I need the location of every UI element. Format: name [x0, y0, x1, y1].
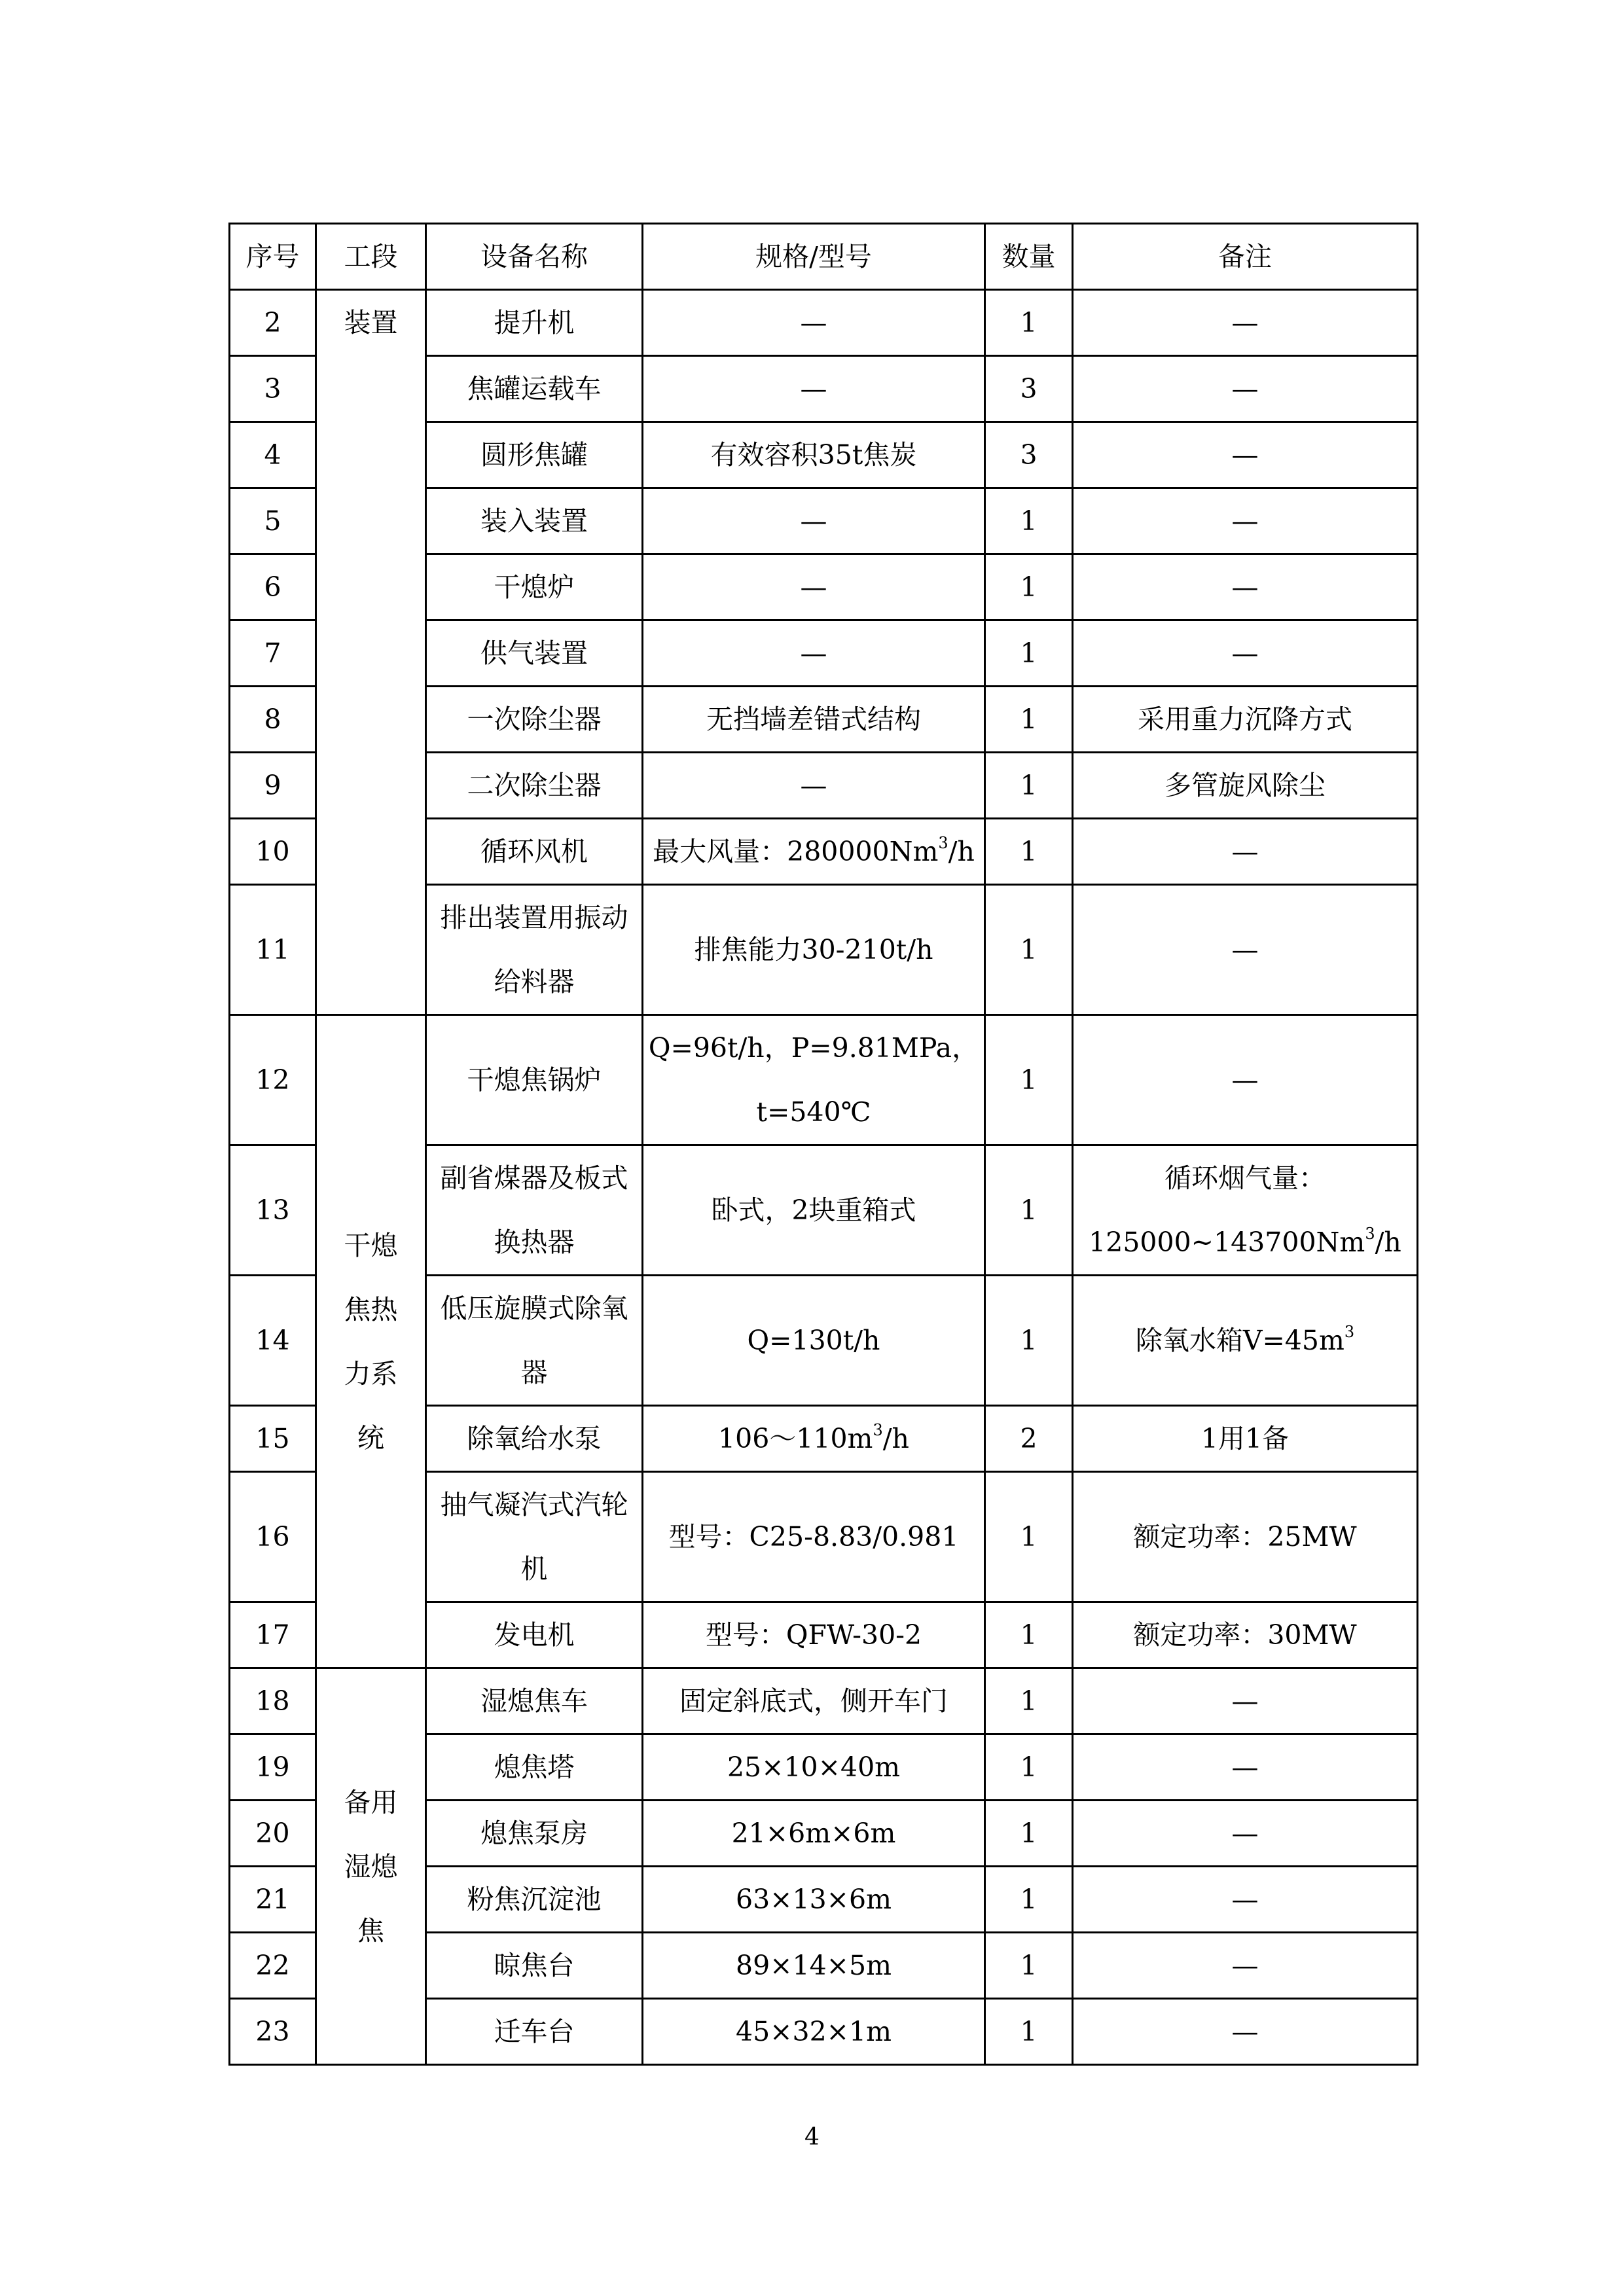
equipment-spec: — — [643, 488, 985, 554]
table-header-row — [230, 224, 1418, 290]
equipment-name: 供气装置 — [426, 620, 643, 687]
header-cell-section: 工段 — [316, 224, 426, 290]
spec-text-suffix: /h — [882, 1423, 909, 1454]
section-cell — [316, 1015, 426, 1668]
equipment-spec: 63×13×6m — [643, 1867, 985, 1933]
equipment-note: — — [1073, 1015, 1418, 1145]
equipment-note: — — [1073, 1801, 1418, 1867]
equipment-qty: 1 — [985, 488, 1073, 554]
equipment-spec: 卧式，2块重箱式 — [643, 1145, 985, 1276]
section-cell — [316, 290, 426, 1015]
name-line-1: 抽气凝汽式汽轮 — [440, 1489, 628, 1520]
equipment-note: — — [1073, 620, 1418, 687]
superscript: 3 — [873, 1421, 883, 1440]
equipment-spec: 固定斜底式，侧开车门 — [643, 1668, 985, 1734]
name-line-1: 排出装置用振动 — [440, 902, 628, 933]
equipment-spec: — — [643, 290, 985, 356]
row-number: 17 — [230, 1602, 316, 1668]
equipment-note — [1073, 1276, 1418, 1406]
equipment-qty: 1 — [985, 1276, 1073, 1406]
superscript: 3 — [1365, 1225, 1375, 1244]
equipment-qty: 1 — [985, 819, 1073, 885]
equipment-table — [228, 223, 1418, 2066]
superscript: 3 — [938, 834, 948, 853]
name-line-2: 机 — [520, 1553, 548, 1585]
equipment-name: 迁车台 — [426, 1999, 643, 2065]
equipment-qty: 1 — [985, 290, 1073, 356]
table-row — [230, 1668, 1418, 1734]
equipment-qty: 1 — [985, 1668, 1073, 1734]
row-number: 14 — [230, 1276, 316, 1406]
section-label: 干熄焦热力系统 — [344, 1229, 398, 1454]
name-line-1: 低压旋膜式除氧 — [440, 1293, 628, 1324]
equipment-name: 除氧给水泵 — [426, 1406, 643, 1472]
equipment-note — [1073, 1145, 1418, 1276]
equipment-spec: 25×10×40m — [643, 1734, 985, 1801]
equipment-spec: — — [643, 620, 985, 687]
header-cell-qty: 数量 — [985, 224, 1073, 290]
equipment-spec: 型号：C25-8.83/0.981 — [643, 1472, 985, 1602]
row-number: 12 — [230, 1015, 316, 1145]
row-number: 4 — [230, 422, 316, 488]
equipment-name: 装入装置 — [426, 488, 643, 554]
equipment-name — [426, 1145, 643, 1276]
row-number: 13 — [230, 1145, 316, 1276]
note-text: 除氧水箱V=45m — [1135, 1325, 1344, 1356]
note-text-suffix: /h — [1375, 1227, 1401, 1258]
equipment-name: 圆形焦罐 — [426, 422, 643, 488]
equipment-qty: 1 — [985, 1602, 1073, 1668]
equipment-name: 干熄焦锅炉 — [426, 1015, 643, 1145]
spec-line-1: Q=96t/h，P=9.81MPa， — [648, 1032, 979, 1064]
table-row — [230, 1015, 1418, 1145]
row-number: 18 — [230, 1668, 316, 1734]
equipment-qty: 1 — [985, 1933, 1073, 1999]
name-line-1: 副省煤器及板式 — [440, 1162, 628, 1194]
equipment-name: 湿熄焦车 — [426, 1668, 643, 1734]
spec-line-2: t=540℃ — [756, 1096, 871, 1128]
section-label: 装置 — [344, 307, 398, 338]
header-cell-name: 设备名称 — [426, 224, 643, 290]
spec-text: 106～110m — [718, 1423, 873, 1454]
equipment-spec: 型号：QFW-30-2 — [643, 1602, 985, 1668]
page-number: 4 — [804, 2124, 820, 2151]
row-number: 23 — [230, 1999, 316, 2065]
equipment-qty: 1 — [985, 620, 1073, 687]
equipment-qty: 1 — [985, 1145, 1073, 1276]
equipment-name — [426, 885, 643, 1015]
equipment-name: 二次除尘器 — [426, 753, 643, 819]
equipment-note: — — [1073, 819, 1418, 885]
note-text: 125000~143700Nm — [1089, 1227, 1365, 1258]
equipment-name: 发电机 — [426, 1602, 643, 1668]
equipment-qty: 1 — [985, 1734, 1073, 1801]
equipment-note: — — [1073, 488, 1418, 554]
row-number: 8 — [230, 687, 316, 753]
row-number: 16 — [230, 1472, 316, 1602]
equipment-spec: 45×32×1m — [643, 1999, 985, 2065]
note-line-2 — [1077, 1210, 1413, 1274]
equipment-name: 一次除尘器 — [426, 687, 643, 753]
superscript: 3 — [1344, 1323, 1355, 1342]
row-number: 20 — [230, 1801, 316, 1867]
spec-text-suffix: /h — [948, 836, 975, 867]
row-number: 11 — [230, 885, 316, 1015]
equipment-name: 干熄炉 — [426, 554, 643, 620]
equipment-name: 熄焦泵房 — [426, 1801, 643, 1867]
equipment-note: — — [1073, 356, 1418, 422]
equipment-name: 循环风机 — [426, 819, 643, 885]
row-number: 5 — [230, 488, 316, 554]
equipment-qty: 3 — [985, 422, 1073, 488]
equipment-note: — — [1073, 1734, 1418, 1801]
spec-text: 最大风量：280000Nm — [653, 836, 939, 867]
equipment-name: 晾焦台 — [426, 1933, 643, 1999]
equipment-note: 额定功率：30MW — [1073, 1602, 1418, 1668]
equipment-qty: 1 — [985, 1801, 1073, 1867]
note-line-1: 循环烟气量： — [1164, 1162, 1326, 1194]
equipment-spec: 无挡墙差错式结构 — [643, 687, 985, 753]
equipment-note: — — [1073, 290, 1418, 356]
equipment-qty: 1 — [985, 1472, 1073, 1602]
equipment-note: — — [1073, 1999, 1418, 2065]
equipment-spec: 有效容积35t焦炭 — [643, 422, 985, 488]
equipment-spec: 排焦能力30-210t/h — [643, 885, 985, 1015]
section-cell — [316, 1668, 426, 2065]
row-number: 10 — [230, 819, 316, 885]
equipment-qty: 1 — [985, 1999, 1073, 2065]
equipment-note: 1用1备 — [1073, 1406, 1418, 1472]
name-line-2: 换热器 — [494, 1227, 575, 1258]
equipment-qty: 1 — [985, 885, 1073, 1015]
row-number: 6 — [230, 554, 316, 620]
header-cell-no: 序号 — [230, 224, 316, 290]
equipment-qty: 1 — [985, 1015, 1073, 1145]
equipment-note: — — [1073, 1933, 1418, 1999]
equipment-spec — [643, 1406, 985, 1472]
equipment-name — [426, 1276, 643, 1406]
row-number: 22 — [230, 1933, 316, 1999]
equipment-name: 粉焦沉淀池 — [426, 1867, 643, 1933]
row-number: 15 — [230, 1406, 316, 1472]
row-number: 2 — [230, 290, 316, 356]
equipment-qty: 2 — [985, 1406, 1073, 1472]
name-line-2: 器 — [520, 1357, 548, 1388]
equipment-note: — — [1073, 885, 1418, 1015]
equipment-qty: 1 — [985, 687, 1073, 753]
name-line-2: 给料器 — [494, 966, 575, 997]
row-number: 19 — [230, 1734, 316, 1801]
equipment-spec: — — [643, 356, 985, 422]
section-label: 备用湿熄焦 — [344, 1786, 398, 1946]
row-number: 9 — [230, 753, 316, 819]
equipment-note: 额定功率：25MW — [1073, 1472, 1418, 1602]
equipment-note: — — [1073, 554, 1418, 620]
equipment-note: — — [1073, 1668, 1418, 1734]
row-number: 21 — [230, 1867, 316, 1933]
equipment-note: — — [1073, 1867, 1418, 1933]
header-cell-spec: 规格/型号 — [643, 224, 985, 290]
row-number: 3 — [230, 356, 316, 422]
table-row — [230, 290, 1418, 356]
equipment-name: 熄焦塔 — [426, 1734, 643, 1801]
equipment-note: 采用重力沉降方式 — [1073, 687, 1418, 753]
equipment-spec — [643, 819, 985, 885]
header-cell-note: 备注 — [1073, 224, 1418, 290]
equipment-qty: 3 — [985, 356, 1073, 422]
equipment-qty: 1 — [985, 554, 1073, 620]
row-number: 7 — [230, 620, 316, 687]
equipment-spec: 89×14×5m — [643, 1933, 985, 1999]
equipment-qty: 1 — [985, 1867, 1073, 1933]
equipment-name — [426, 1472, 643, 1602]
equipment-spec — [643, 1015, 985, 1145]
equipment-spec: Q=130t/h — [643, 1276, 985, 1406]
equipment-spec: — — [643, 554, 985, 620]
equipment-spec: 21×6m×6m — [643, 1801, 985, 1867]
equipment-spec: — — [643, 753, 985, 819]
equipment-name: 焦罐运载车 — [426, 356, 643, 422]
equipment-note: 多管旋风除尘 — [1073, 753, 1418, 819]
equipment-note: — — [1073, 422, 1418, 488]
equipment-qty: 1 — [985, 753, 1073, 819]
equipment-name: 提升机 — [426, 290, 643, 356]
